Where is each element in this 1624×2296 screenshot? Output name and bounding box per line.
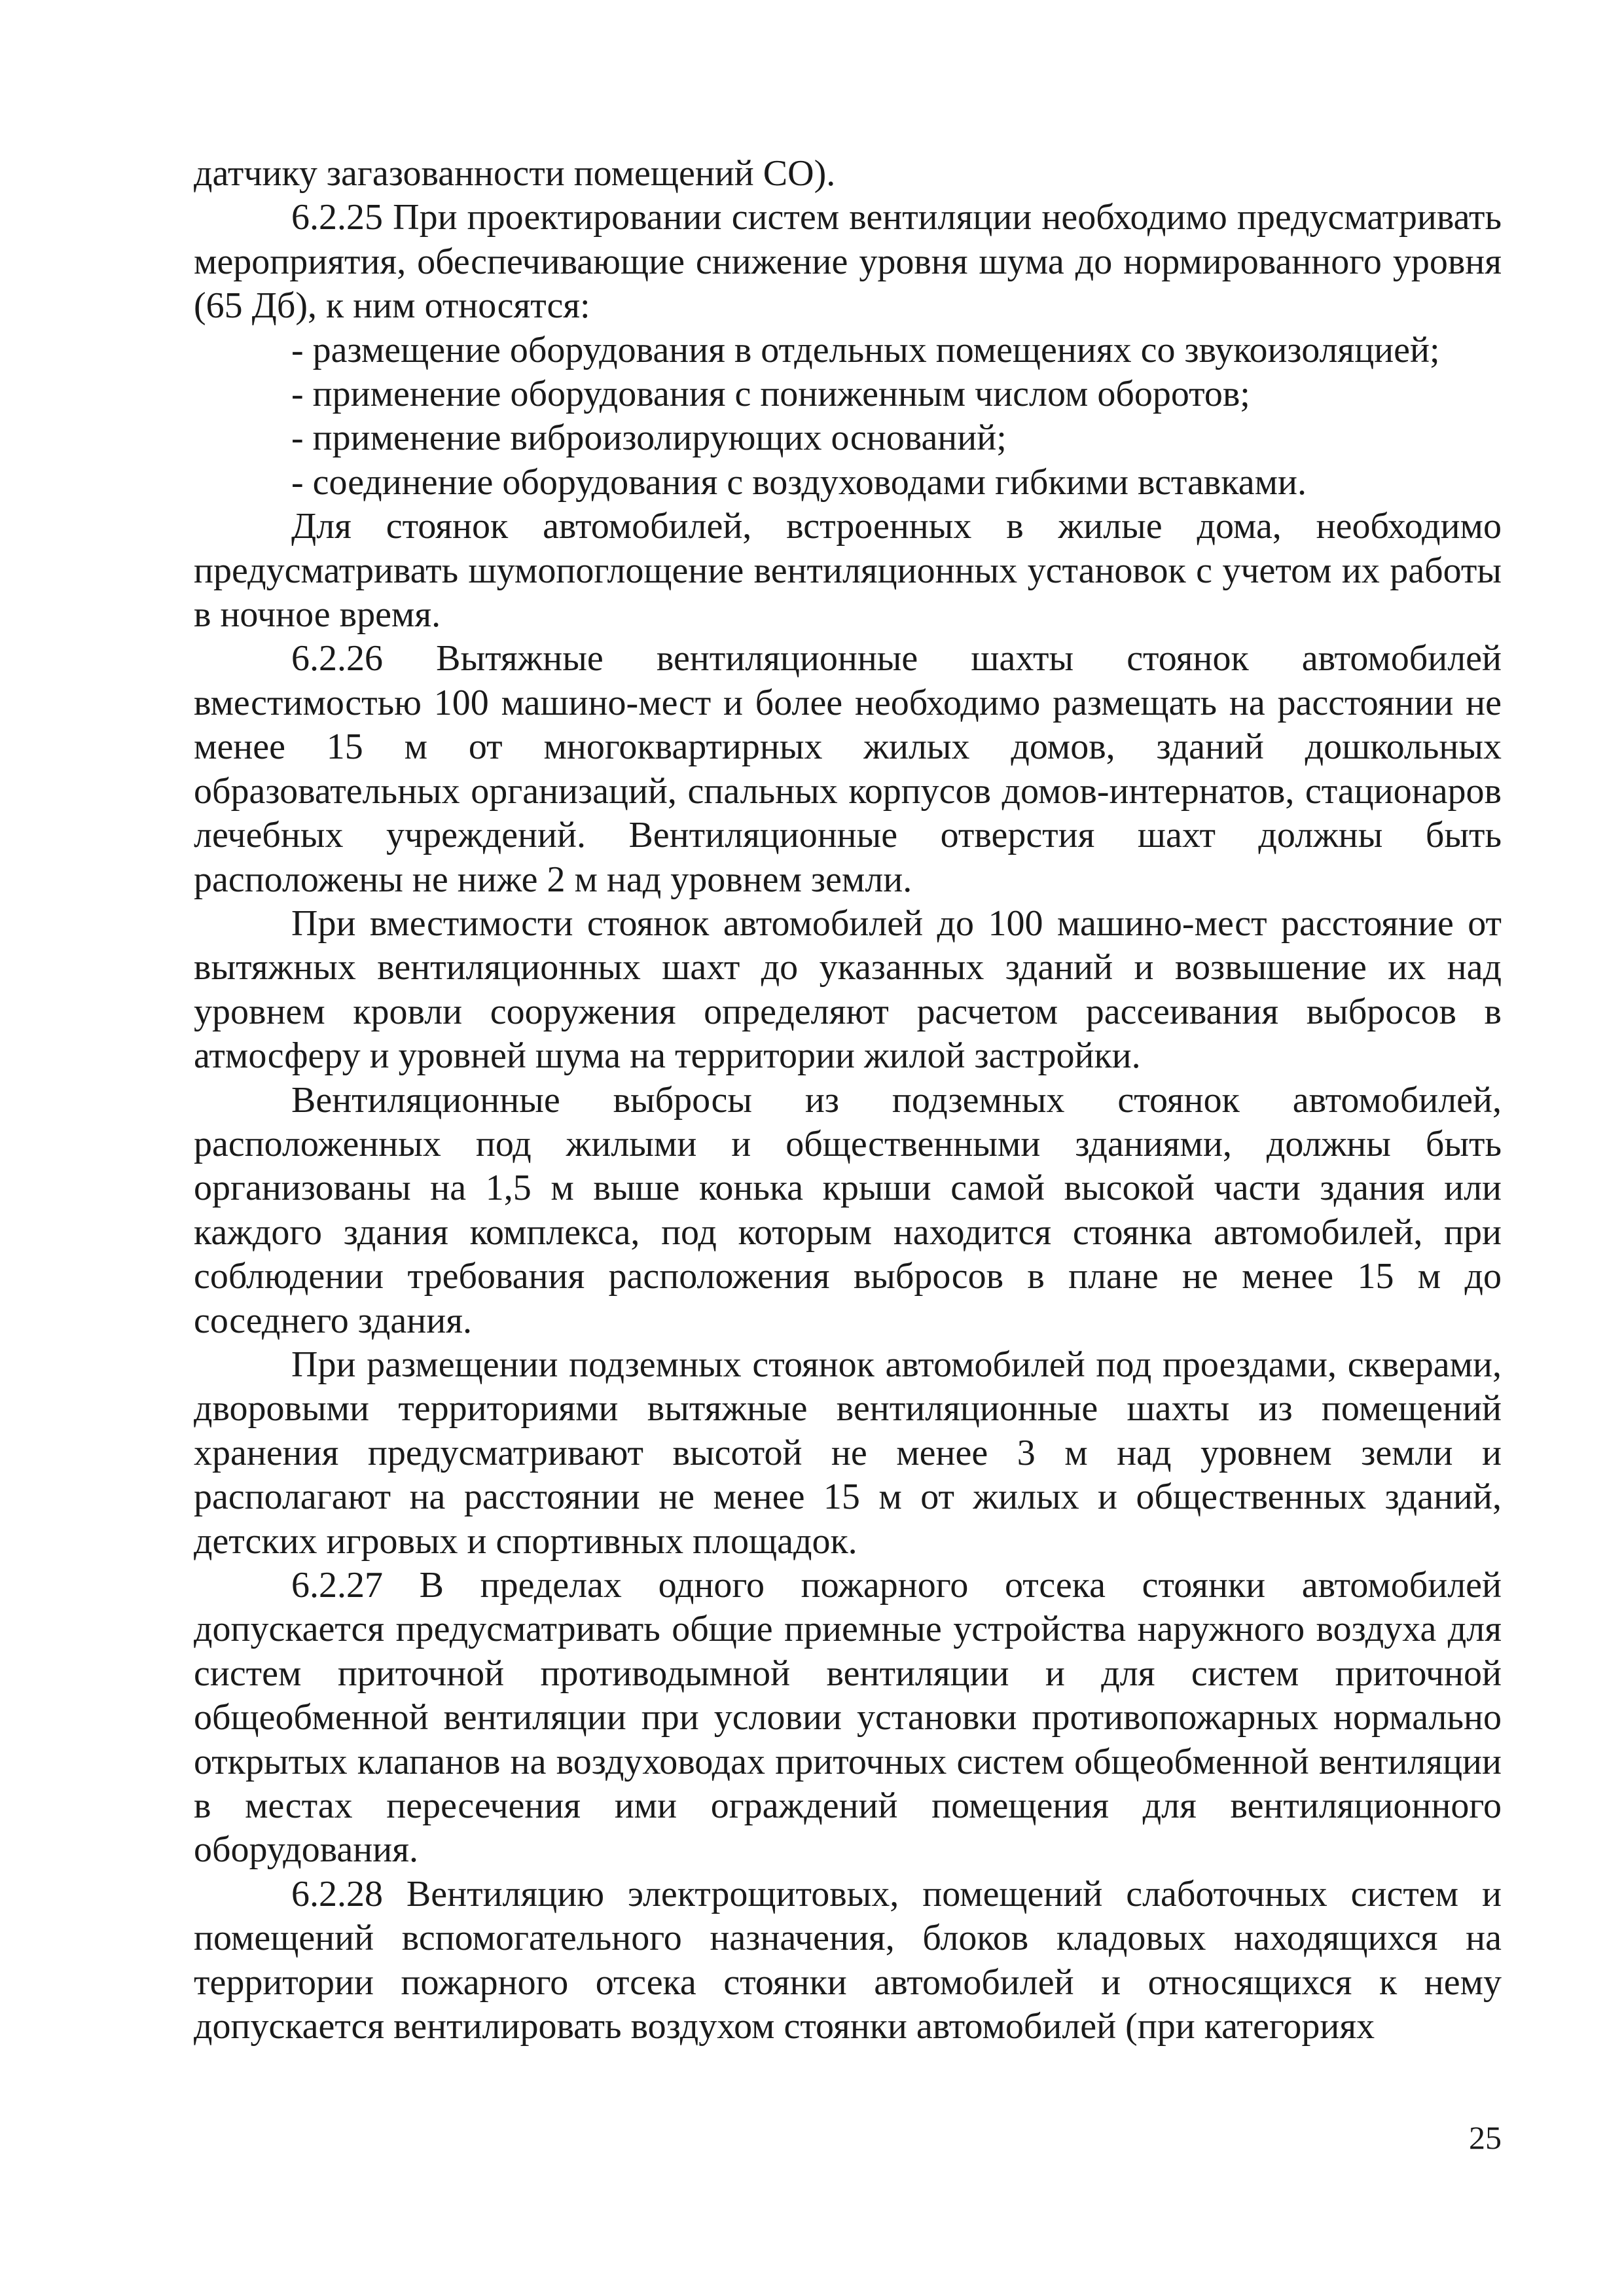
paragraph-6-2-26: 6.2.26 Вытяжные вентиляционные шахты стоянок автомобилей вместимостью 100 машино-мест и более необходимо размещать на расстоянии не менее 15 м от многоквартирных жилых домов, зданий дошкольных образовательных организаций, спальных корпусов домов-интернатов, стационаров лечебных учреждений. Вентиляционные отверстия шахт должны быть расположены не ниже 2 м над уровнем земли. <box>194 638 1502 900</box>
page-body <box>194 152 1502 2049</box>
paragraph-6-2-27: 6.2.27 В пределах одного пожарного отсека стоянки автомобилей допускается предусматривать общие приемные устройства наружного воздуха для систем приточной противодымной вентиляции и для систем приточной общеобменной вентиляции при условии установки противопожарных нормально открытых клапанов на воздуховодах приточных систем общеобменной вентиляции в местах пересечения ими ограждений помещения для вентиляционного оборудования. <box>194 1565 1502 1871</box>
list-item: - применение оборудования с пониженным числом оборотов; <box>291 374 1250 415</box>
list-item: - применение виброизолирующих оснований; <box>291 418 1007 459</box>
list-item: - размещение оборудования в отдельных помещениях со звукоизоляцией; <box>291 329 1440 370</box>
paragraph: Для стоянок автомобилей, встроенных в жилые дома, необходимо предусматривать шумопоглощение вентиляционных установок с учетом их работы в ночное время. <box>194 506 1502 636</box>
paragraph-6-2-25: 6.2.25 При проектировании систем вентиляции необходимо предусматривать мероприятия, обеспечивающие снижение уровня шума до нормированного уровня (65 Дб), к ним относятся: <box>194 197 1502 327</box>
paragraph-6-2-28: 6.2.28 Вентиляцию электрощитовых, помещений слаботочных систем и помещений вспомогательного назначения, блоков кладовых находящихся на территории пожарного отсека стоянки автомобилей и относящихся к нему допускается вентилировать воздухом стоянки автомобилей (при категориях <box>194 1873 1502 2047</box>
paragraph: При вместимости стоянок автомобилей до 100 машино-мест расстояние от вытяжных вентиляционных шахт до указанных зданий и возвышение их над уровнем кровли сооружения определяют расчетом рассеивания выбросов в атмосферу и уровней шума на территории жилой застройки. <box>194 903 1502 1077</box>
paragraph-continuation: датчику загазованности помещений СО). <box>194 153 836 194</box>
page-number: 25 <box>1469 2119 1502 2156</box>
paragraph: Вентиляционные выбросы из подземных стоянок автомобилей, расположенных под жилыми и общественными зданиями, должны быть организованы на 1,5 м выше конька крыши самой высокой части здания или каждого здания комплекса, под которым находится стоянка автомобилей, при соблюдении требования расположения выбросов в плане не менее 15 м до соседнего здания. <box>194 1079 1502 1341</box>
paragraph: При размещении подземных стоянок автомобилей под проездами, скверами, дворовыми территориями вытяжные вентиляционные шахты из помещений хранения предусматривают высотой не менее 3 м над уровнем земли и располагают на расстоянии не менее 15 м от жилых и общественных зданий, детских игровых и спортивных площадок. <box>194 1344 1502 1562</box>
list-item: - соединение оборудования с воздуховодами гибкими вставками. <box>291 461 1307 503</box>
